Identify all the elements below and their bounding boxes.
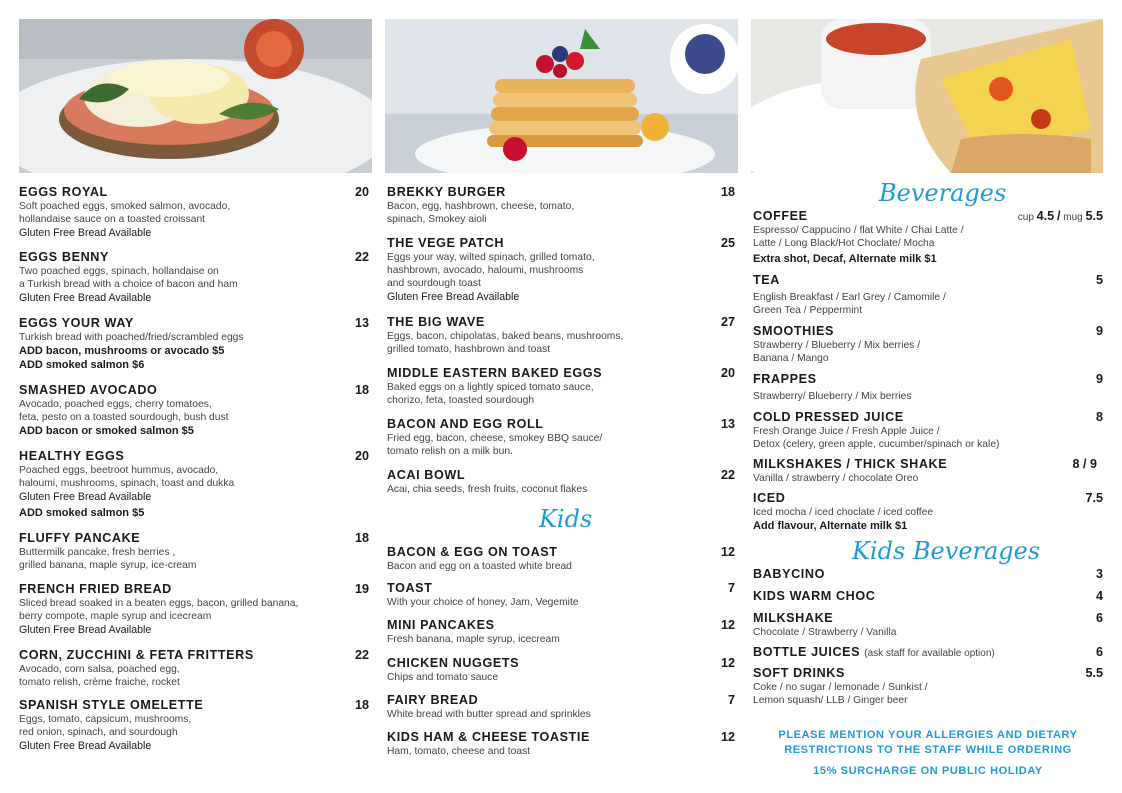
item-addon: Add flavour, Alternate milk $1: [753, 520, 908, 532]
item-price: 9: [1095, 372, 1103, 386]
item-description: Fresh banana, maple syrup, icecream: [387, 634, 560, 645]
item-description: Strawberry / Blueberry / Mix berries / Banana / Mango: [753, 340, 921, 364]
item-name: TOAST: [387, 581, 433, 595]
item-name: SMOOTHIES: [753, 324, 834, 338]
kids-beverage-item: [753, 645, 1103, 659]
item-description: Two poached eggs, spinach, hollandaise on a Turkish bread with a choice of bacon and ham: [19, 266, 238, 290]
item-description: Ham, tomato, cheese and toast: [387, 746, 531, 757]
beverage-item: [753, 209, 1103, 266]
kids-beverage-item: [753, 589, 1103, 603]
menu-item: [19, 698, 369, 753]
beverage-item: [753, 491, 1103, 533]
item-addon: ADD bacon or smoked salmon $5: [19, 425, 194, 437]
item-price: 18: [720, 185, 735, 199]
item-price: 7: [727, 693, 735, 707]
item-price: 6: [1095, 611, 1103, 625]
item-name: BABYCINO: [753, 567, 825, 581]
item-price: 18: [354, 531, 369, 545]
item-name: COFFEE: [753, 209, 808, 223]
menu-item: [387, 185, 735, 226]
item-name: MILKSHAKES / THICK SHAKE: [753, 457, 948, 471]
item-description: Vanilla / strawberry / chocolate Oreo: [753, 473, 919, 484]
item-price: 7.5: [1085, 491, 1103, 505]
item-description: Fried egg, bacon, cheese, smokey BBQ sauce/ tomato relish on a milk bun.: [387, 433, 603, 457]
item-description: Chocolate / Strawberry / Vanilla: [753, 627, 897, 638]
item-name: COLD PRESSED JUICE: [753, 410, 904, 424]
item-price: 12: [720, 656, 735, 670]
kids-menu-item: [387, 618, 735, 646]
item-name: MILKSHAKE: [753, 611, 834, 625]
item-price: 5: [1095, 273, 1103, 287]
menu-item: [387, 468, 735, 496]
item-note: Gluten Free Bread Available: [19, 227, 152, 239]
allergy-notice: PLEASE MENTION YOUR ALLERGIES AND DIETARY RESTRICTIONS TO THE STAFF WHILE ORDERING: [778, 729, 1078, 756]
item-description: Iced mocha / iced choclate / iced coffee: [753, 507, 934, 518]
item-description: White bread with butter spread and sprinkles: [387, 709, 591, 720]
item-description: Bacon, egg, hashbrown, cheese, tomato, spinach, Smokey aioli: [387, 201, 575, 225]
menu-item: [19, 250, 369, 305]
item-addon: ADD smoked salmon $5: [19, 507, 145, 519]
item-price: 4: [1095, 589, 1103, 603]
item-name: BOTTLE JUICES (ask staff for available option): [753, 645, 995, 659]
breakfast-wrap-photo: [751, 19, 1103, 173]
item-description: Coke / no sugar / lemonade / Sunkist / Lemon squash/ LLB / Ginger beer: [753, 682, 928, 706]
item-price: 12: [720, 618, 735, 632]
menu-item: [387, 366, 735, 407]
kids-menu-item: [387, 730, 735, 758]
kids-beverage-item: [753, 611, 1103, 639]
item-name: HEALTHY EGGS: [19, 449, 125, 463]
item-price: 25: [720, 236, 735, 250]
item-price: 22: [354, 250, 369, 264]
item-name: ICED: [753, 491, 786, 505]
beverage-item: [753, 457, 1103, 485]
item-name: CORN, ZUCCHINI & FETA FRITTERS: [19, 648, 254, 662]
item-name: MIDDLE EASTERN BAKED EGGS: [387, 366, 603, 380]
item-name: SOFT DRINKS: [753, 666, 845, 680]
item-name: THE VEGE PATCH: [387, 236, 505, 250]
beverage-item: [753, 410, 1103, 451]
item-price: 27: [720, 315, 735, 329]
kids-heading: Kids: [539, 505, 593, 533]
item-note: Gluten Free Bread Available: [19, 740, 152, 752]
item-addon: Extra shot, Decaf, Alternate milk $1: [753, 253, 937, 265]
item-price: 3: [1095, 567, 1103, 581]
item-name: MINI PANCAKES: [387, 618, 495, 632]
item-price: 8 / 9: [1072, 457, 1097, 471]
item-note: Gluten Free Bread Available: [19, 624, 152, 636]
eggs-benedict-photo: [19, 19, 372, 173]
item-name: KIDS WARM CHOC: [753, 589, 876, 603]
item-price: 20: [354, 185, 369, 199]
item-name: BREKKY BURGER: [387, 185, 506, 199]
item-name: EGGS YOUR WAY: [19, 316, 134, 330]
item-description: Eggs your way, wilted spinach, grilled tomato, hashbrown, avocado, haloumi, mushrooms and sourdough toast: [387, 252, 595, 289]
item-description: Chips and tomato sauce: [387, 672, 499, 683]
item-description: Turkish bread with poached/fried/scrambled eggs: [19, 332, 244, 343]
item-note: Gluten Free Bread Available: [19, 292, 152, 304]
item-price: 18: [354, 383, 369, 397]
item-price: 22: [720, 468, 735, 482]
beverage-item: [753, 273, 1103, 317]
item-name: EGGS ROYAL: [19, 185, 108, 199]
item-price: 13: [720, 417, 735, 431]
item-description: With your choice of honey, Jam, Vegemite: [387, 597, 579, 608]
menu-item: [387, 236, 735, 304]
item-description: Fresh Orange Juice / Fresh Apple Juice / Detox (celery, green apple, cucumber/spinach or kale): [753, 426, 1000, 450]
coffee-prices: cup 4.5 / mug 5.5: [1017, 209, 1103, 223]
item-price: 8: [1095, 410, 1103, 424]
item-name: FAIRY BREAD: [387, 693, 479, 707]
item-description: Espresso/ Cappucino / flat White / Chai Latte / Latte / Long Black/Hot Choclate/ Mocha: [753, 225, 964, 249]
beverage-item: [753, 324, 1103, 365]
item-note: Gluten Free Bread Available: [19, 491, 152, 503]
menu-item: [19, 383, 369, 438]
item-name: ACAI BOWL: [387, 468, 466, 482]
surcharge-notice: 15% SURCHARGE ON PUBLIC HOLIDAY: [813, 765, 1043, 777]
item-description: Poached eggs, beetroot hummus, avocado, haloumi, mushrooms, spinach, toast and dukka: [19, 465, 235, 489]
item-addon: ADD bacon, mushrooms or avocado $5: [19, 345, 225, 357]
item-description: Acai, chia seeds, fresh fruits, coconut flakes: [387, 484, 588, 495]
kids-menu-item: [387, 545, 735, 573]
item-price: 18: [354, 698, 369, 712]
menu-item: [19, 531, 369, 572]
item-price: 22: [354, 648, 369, 662]
item-description: English Breakfast / Earl Grey / Camomile / Green Tea / Peppermint: [753, 292, 946, 316]
item-description: Eggs, tomato, capsicum, mushrooms, red onion, spinach, and sourdough: [19, 714, 192, 738]
item-price: 9: [1095, 324, 1103, 338]
item-price: 20: [720, 366, 735, 380]
item-name: THE BIG WAVE: [387, 315, 485, 329]
item-description: Bacon and egg on a toasted white bread: [387, 561, 572, 572]
menu-item: [19, 582, 369, 637]
menu-item: [19, 648, 369, 689]
menu-item: [19, 449, 369, 520]
item-name: EGGS BENNY: [19, 250, 109, 264]
menu-item: [387, 417, 735, 458]
item-price: 12: [720, 545, 735, 559]
item-description: Buttermilk pancake, fresh berries , grilled banana, maple syrup, ice-cream: [19, 547, 197, 571]
item-name: BACON AND EGG ROLL: [387, 417, 544, 431]
item-description: Soft poached eggs, smoked salmon, avocado, hollandaise sauce on a toasted croissant: [19, 201, 231, 225]
beverages-heading: Beverages: [879, 179, 1007, 207]
kids-menu-item: [387, 656, 735, 684]
item-description: Eggs, bacon, chipolatas, baked beans, mushrooms, grilled tomato, hashbrown and toast: [387, 331, 624, 355]
item-name: TEA: [753, 273, 780, 287]
item-name: SMASHED AVOCADO: [19, 383, 158, 397]
item-name: FLUFFY PANCAKE: [19, 531, 141, 545]
item-description: Baked eggs on a lightly spiced tomato sauce, chorizo, feta, toasted sourdough: [387, 382, 594, 406]
item-price: 6: [1095, 645, 1103, 659]
item-price: 20: [354, 449, 369, 463]
item-name: FRENCH FRIED BREAD: [19, 582, 172, 596]
kids-menu-item: [387, 581, 735, 609]
item-name: CHICKEN NUGGETS: [387, 656, 520, 670]
item-name: FRAPPES: [753, 372, 817, 386]
item-note: Gluten Free Bread Available: [387, 291, 520, 303]
item-name: KIDS HAM & CHEESE TOASTIE: [387, 730, 590, 744]
menu-item: [19, 185, 369, 240]
kids-menu-item: [387, 693, 735, 721]
kids-beverage-item: [753, 666, 1103, 707]
item-price: 12: [720, 730, 735, 744]
item-description: Sliced bread soaked in a beaten eggs, bacon, grilled banana, berry compote, maple syrup and icecream: [19, 598, 299, 622]
item-addon: ADD smoked salmon $6: [19, 359, 145, 371]
item-name: SPANISH STYLE OMELETTE: [19, 698, 204, 712]
pancake-stack-photo: [385, 19, 738, 173]
item-price: 19: [354, 582, 369, 596]
item-price: 5.5: [1085, 666, 1103, 680]
beverage-item: [753, 372, 1103, 403]
item-price: 13: [354, 316, 369, 330]
item-price: 7: [727, 581, 735, 595]
item-name: BACON & EGG ON TOAST: [387, 545, 558, 559]
menu-item: [387, 315, 735, 356]
kids-beverage-item: [753, 567, 1103, 581]
item-description: Avocado, poached eggs, cherry tomatoes, feta, pesto on a toasted sourdough, bush dust: [19, 399, 229, 423]
menu-item: [19, 316, 369, 372]
item-description: Avocado, corn salsa, poached egg, tomato relish, crème fraiche, rocket: [19, 664, 180, 688]
kids-beverages-heading: Kids Beverages: [852, 537, 1041, 565]
item-description: Strawberry/ Blueberry / Mix berries: [753, 391, 912, 402]
